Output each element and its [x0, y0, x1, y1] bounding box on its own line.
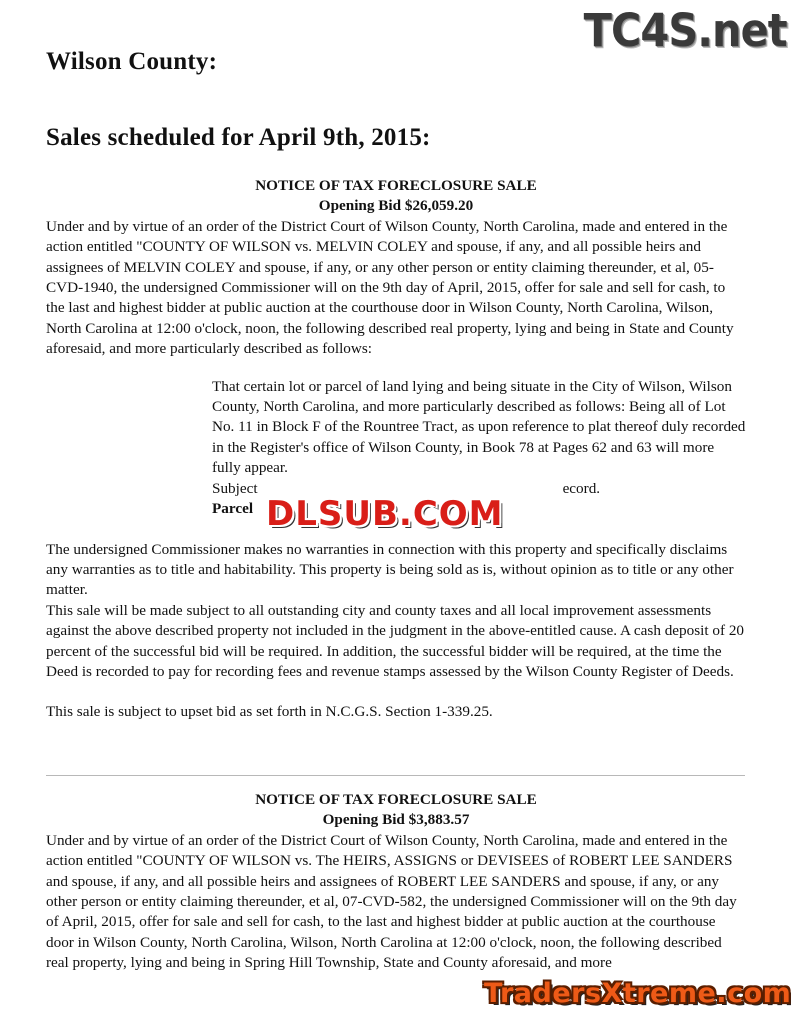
section-divider — [46, 775, 745, 776]
subject-line-start: Subject — [212, 479, 258, 497]
legal-description: That certain lot or parcel of land lying and being situate in the City of Wilson, Wilson County, North Carolina, and more particularly described as follows: Being all of Lot No. 11 in Block F of the Rountree Tract, as upon reference to plat thereof duly recorded in the Register's office of Wilson County, in Book 78 at Pages 62 and 63 will more fully appear. — [212, 377, 746, 477]
watermark-logo-middle: DLSUB.COM — [258, 494, 512, 534]
warranty-disclaimer: The undersigned Commissioner makes no warranties in connection with this property and specifically disclaims any warranties as to title and habitability. This property is being sold as is, without opinion as to title or any other matter. — [46, 540, 734, 599]
notice-heading: NOTICE OF TAX FORECLOSURE SALE — [255, 177, 537, 194]
notice-body: Under and by virtue of an order of the District Court of Wilson County, North Carolina, made and entered in the action entitled "COUNTY OF WILSON vs. The HEIRS, ASSIGNS or DEVISEES of ROBERT LEE SANDERS and spouse, if any, and all possible heirs and assignees of ROBERT LEE SANDERS and spouse, if any, or any other person or entity claiming thereunder, et al, 07-CVD-582, the undersigned Commissioner will on the 9th day of April, 2015, offer for sale and sell for cash, to the last and highest bidder at public auction at the courthouse door in Wilson County, North Carolina, Wilson, North Carolina at 12:00 o'clock, noon, the following described real property, lying and being in Spring Hill Township, State and County aforesaid, and more — [46, 831, 737, 972]
county-title: Wilson County: — [46, 48, 218, 75]
watermark-logo-top: TC4S.net — [584, 4, 787, 57]
notice-2 — [46, 790, 746, 974]
notice-heading: NOTICE OF TAX FORECLOSURE SALE — [255, 791, 537, 808]
upset-bid-note: This sale is subject to upset bid as set forth in N.C.G.S. Section 1-339.25. — [46, 703, 493, 721]
opening-bid: Opening Bid $3,883.57 — [322, 811, 470, 829]
notice-1 — [46, 176, 746, 723]
sales-title: Sales scheduled for April 9th, 2015: — [46, 124, 431, 151]
parcel-line: Parcel — [212, 500, 254, 518]
subject-line-end: ecord. — [562, 479, 601, 497]
taxes-terms: This sale will be made subject to all outstanding city and county taxes and all local improvement assessments against the above described property not included in the judgment in the above-entitled cause. A cash deposit of 20 percent of the successful bid will be required. In addition, the successful bidder will be required, at the time the Deed is recorded to pay for recording fees and revenue stamps assessed by the Wilson County Register of Deeds. — [46, 601, 745, 680]
notice-body: Under and by virtue of an order of the District Court of Wilson County, North Carolina, made and entered in the action entitled "COUNTY OF WILSON vs. MELVIN COLEY and spouse, if any, and all possible heirs and assignees of MELVIN COLEY and spouse, if any, or any other person or entity claiming thereunder, et al, 05-CVD-1940, the undersigned Commissioner will on the 9th day of April, 2015, offer for sale and sell for cash, to the last and highest bidder at public auction at the courthouse door in Wilson County, North Carolina, Wilson, North Carolina at 12:00 o'clock, noon, the following described real property, lying and being in State and County aforesaid, and more particularly described as follows: — [46, 217, 734, 358]
opening-bid: Opening Bid $26,059.20 — [318, 197, 474, 215]
watermark-logo-bottom: TradersXtreme.com — [484, 978, 791, 1009]
